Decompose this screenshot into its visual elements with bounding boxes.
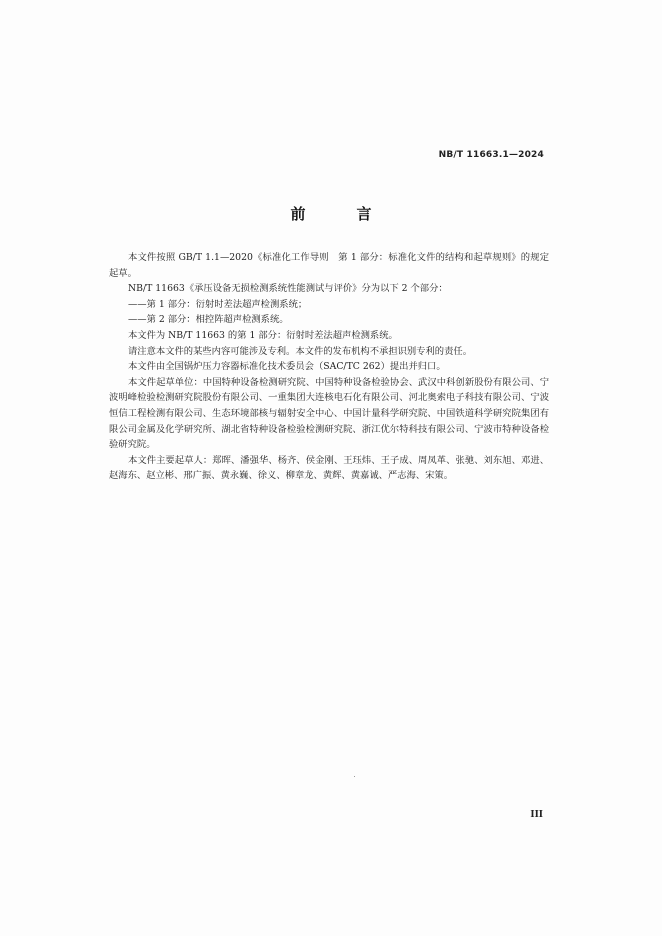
paragraph-drafting-rules: 本文件按照 GB/T 1.1—2020《标准化工作导则 第 1 部分：标准化文件的结构和起草规则》的规定起草。 [109,252,549,279]
page-title: 前 言 [290,205,390,223]
paragraph-drafting-units: 本文件起草单位：中国特种设备检测研究院、中国特种设备检验协会、武汉中科创新股份有限公司、宁波明峰检验检测研究院股份有限公司、一重集团大连核电石化有限公司、河北奥索电子科技有限公司、宁波恒信工程检测有限公司、生态环境部核与辐射安全中心、中国计量科学研究院、中国铁道科学研究院集团有限公司金属及化学研究所、湖北省特种设备检验检测研究院、浙江优尔特科技有限公司、宁波市特种设备检验研究院。 [109,376,549,451]
paragraph-proposer: 本文件由全国锅炉压力容器标准化技术委员会（SAC/TC 262）提出并归口。 [128,361,446,373]
list-item-part-2: ——第 2 部分：相控阵超声检测系统。 [128,314,289,326]
page-number: III [530,810,543,820]
paragraph-parts-intro: NB/T 11663《承压设备无损检测系统性能测试与评价》分为以下 2 个部分： [128,283,448,295]
paragraph-drafters: 本文件主要起草人：郑晖、潘强华、杨齐、侯金刚、王珏炜、王子成、周凤革、张驰、刘东旭、邓进、赵海东、赵立彬、邢广振、黄永巍、徐义、柳章龙、黄辉、黄嘉诚、严志海、宋策。 [109,454,549,482]
standard-number: NB/T 11663.1—2024 [438,150,544,160]
scan-speck [354,776,355,777]
paragraph-patent-notice: 请注意本文件的某些内容可能涉及专利。本文件的发布机构不承担识别专利的责任。 [128,345,472,357]
paragraph-this-part: 本文件为 NB/T 11663 的第 1 部分：衍射时差法超声检测系统。 [128,329,398,341]
list-item-part-1: ——第 1 部分：衍射时差法超声检测系统； [128,298,308,310]
foreword-body [109,250,549,484]
